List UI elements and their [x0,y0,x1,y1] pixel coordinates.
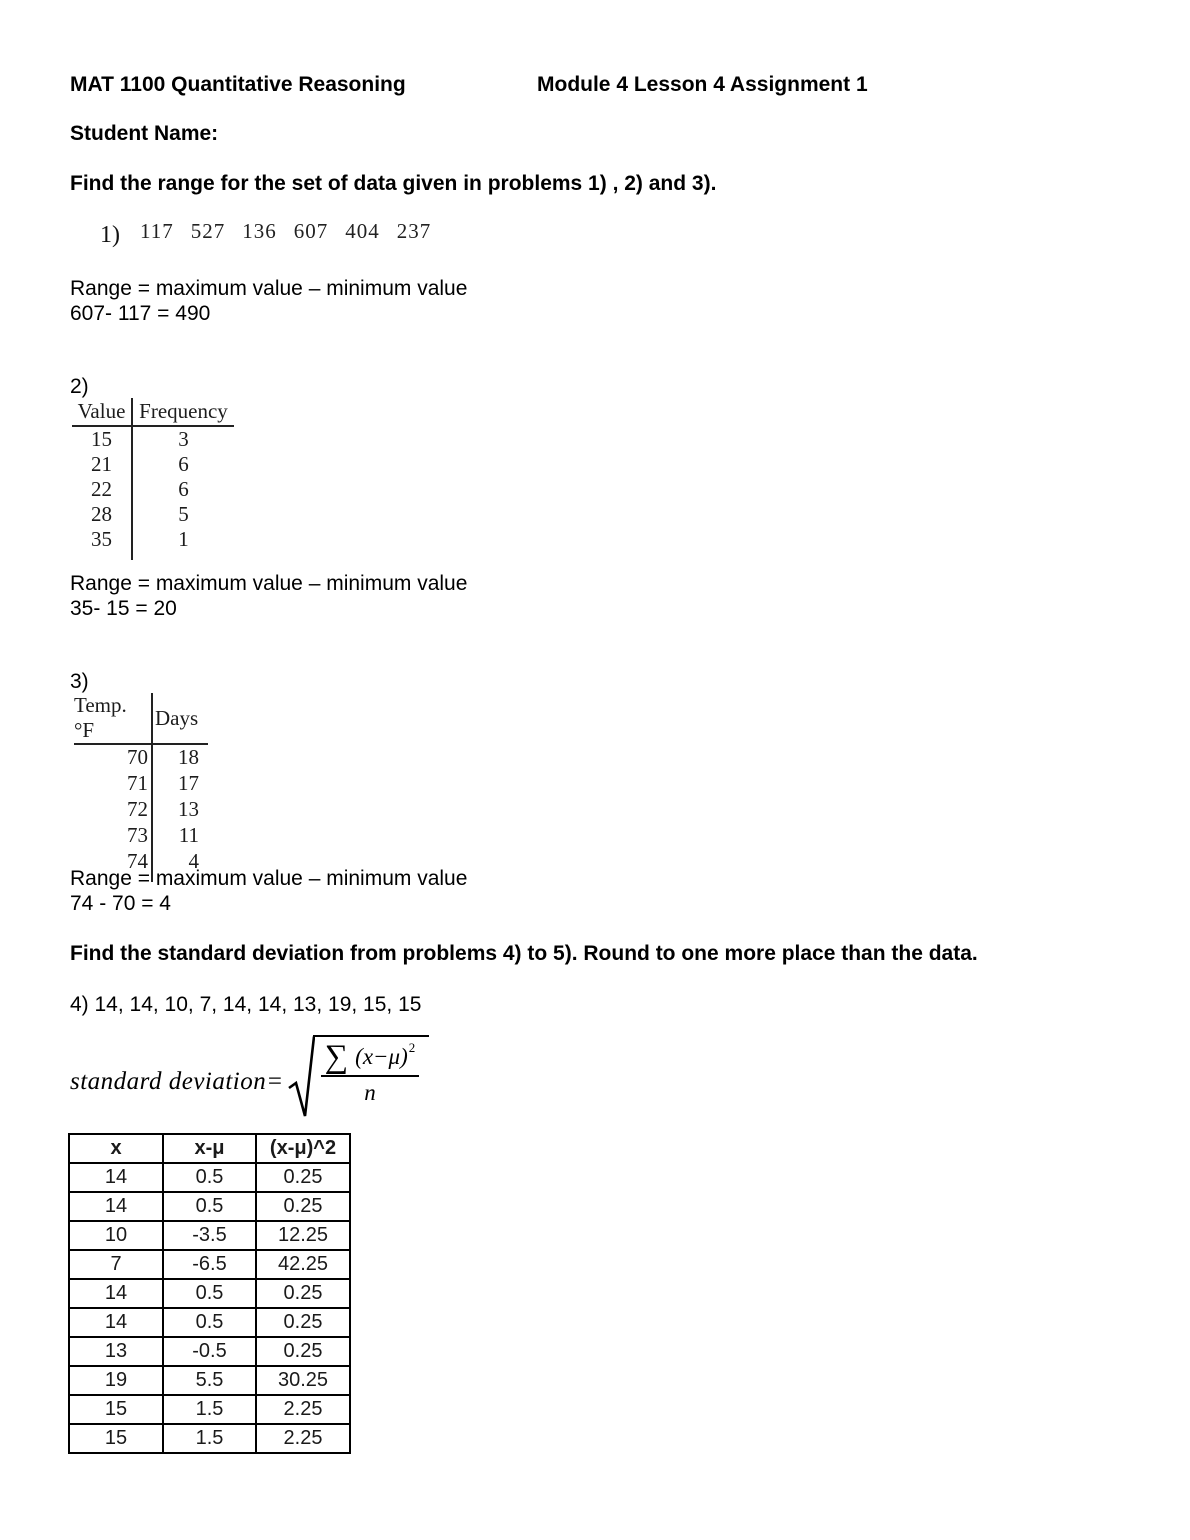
table-cell: 5 [178,502,189,526]
table-cell: 3 [178,427,189,451]
table-cell: 11 [178,822,199,847]
table-cell: -6.5 [163,1250,256,1279]
problem3-answer: 74 - 70 = 4 [70,892,171,915]
problem3-solution [70,866,467,916]
problem1-solution [70,276,467,326]
table-cell: 74 [74,848,152,874]
problem2-answer: 35- 15 = 20 [70,597,177,620]
table-cell: 15 [69,1395,163,1424]
table-cell: 1.5 [163,1424,256,1453]
table-row [72,502,234,527]
problem2-solution [70,571,467,621]
table-cell: 4 [188,848,199,873]
column-header: Days [152,693,208,744]
column-header: (x-μ)^2 [256,1134,350,1163]
column-header: Value [72,398,132,426]
column-header: Frequency [132,398,234,426]
table-cell: 7 [69,1250,163,1279]
table-cell: 0.5 [163,1279,256,1308]
table-tail [72,552,234,560]
table-row [74,770,208,796]
table-row [72,477,234,502]
course-title: MAT 1100 Quantitative Reasoning [70,73,406,96]
formula-lhs: standard deviation= [70,1068,284,1095]
table-cell: 14 [69,1308,163,1337]
table-row [74,796,208,822]
fraction [321,1039,420,1106]
table-header-row [69,1134,350,1163]
problem1-value: 607 [293,219,329,243]
table-cell: 72 [74,796,152,822]
problem1-values [140,219,448,244]
table-cell: 0.25 [256,1337,350,1366]
table-row [74,744,208,770]
problem4-table [68,1133,351,1454]
table-cell: 0.25 [256,1192,350,1221]
table-cell: 18 [178,745,199,769]
section1-heading: Find the range for the set of data given in problems 1) , 2) and 3). [70,172,717,195]
table-cell: 1.5 [163,1395,256,1424]
table-row [72,452,234,477]
table-row [69,1279,350,1308]
radicand [313,1035,430,1106]
table-cell: 0.25 [256,1308,350,1337]
table-row [69,1424,350,1453]
table-cell: 14 [69,1192,163,1221]
table-cell: 70 [74,744,152,770]
table-row [69,1308,350,1337]
table-row [69,1366,350,1395]
section2-heading: Find the standard deviation from problems 4) to 5). Round to one more place than the data. [70,942,978,965]
fraction-denominator: n [364,1080,376,1105]
table-cell: 13 [69,1337,163,1366]
formula-exponent: 2 [408,1040,416,1055]
table-cell: 13 [178,796,199,821]
table-header-row [72,398,234,426]
table-cell: 15 [72,426,132,452]
problem4-data-line: 4) 14, 14, 10, 7, 14, 14, 13, 19, 15, 15 [70,993,422,1016]
table-row [69,1221,350,1250]
table-cell: 15 [69,1424,163,1453]
table-cell: 2.25 [256,1424,350,1453]
range-formula-text: Range = maximum value – minimum value [70,867,468,890]
table-cell: 28 [72,502,132,527]
table-cell: 1 [178,527,189,551]
table-cell: 0.25 [256,1163,350,1192]
square-root [288,1032,430,1120]
table-cell: 30.25 [256,1366,350,1395]
column-header: x [69,1134,163,1163]
table-cell: -0.5 [163,1337,256,1366]
table-cell: 0.5 [163,1163,256,1192]
table-cell: 35 [72,527,132,552]
radical-icon [288,1032,315,1120]
assignment-title: Module 4 Lesson 4 Assignment 1 [537,73,868,96]
problem3-label: 3) [70,670,89,693]
table-cell: 22 [72,477,132,502]
table-cell: 6 [178,477,189,501]
problem1-value: 527 [190,219,226,243]
problem1-label: 1) [100,222,120,248]
table-row [69,1163,350,1192]
column-header: x-μ [163,1134,256,1163]
table-cell: 19 [69,1366,163,1395]
table-cell: 42.25 [256,1250,350,1279]
table-body [72,426,234,552]
problem2-label: 2) [70,375,89,398]
table-cell: 12.25 [256,1221,350,1250]
table-header-row [74,693,208,744]
table-cell: 14 [69,1163,163,1192]
problem3-table [74,693,208,882]
table-cell: 10 [69,1221,163,1250]
problem1-data-row [100,219,448,249]
fraction-numerator [321,1039,420,1075]
table-cell: 17 [178,770,199,795]
table-cell: 0.25 [256,1279,350,1308]
table-cell: -3.5 [163,1221,256,1250]
table-body [69,1163,350,1453]
table-row [74,822,208,848]
problem1-value: 136 [242,219,277,243]
table-row [72,426,234,452]
table-row [69,1395,350,1424]
table-row [72,527,234,552]
table-cell: 73 [74,822,152,848]
column-header: Temp. °F [74,693,152,744]
problem1-value: 404 [345,219,380,243]
table-body [74,744,208,874]
table-cell: 71 [74,770,152,796]
problem2-table [72,398,234,560]
table-cell: 0.5 [163,1192,256,1221]
table-cell: 5.5 [163,1366,256,1395]
table-cell: 6 [178,452,189,476]
sigma-symbol: ∑ [324,1039,349,1075]
table-cell: 21 [72,452,132,477]
range-formula-text: Range = maximum value – minimum value [70,572,468,595]
table-cell: 2.25 [256,1395,350,1424]
range-formula-text: Range = maximum value – minimum value [70,277,468,300]
table-row [69,1337,350,1366]
table-cell: 0.5 [163,1308,256,1337]
problem1-answer: 607- 117 = 490 [70,302,211,325]
problem1-value: 117 [140,219,174,243]
table-cell: 14 [69,1279,163,1308]
table-row [69,1192,350,1221]
problem1-value: 237 [396,219,432,243]
student-name-label: Student Name: [70,122,219,145]
formula-expression: (x−μ) [355,1044,408,1069]
table-row [69,1250,350,1279]
standard-deviation-formula [70,1032,429,1120]
